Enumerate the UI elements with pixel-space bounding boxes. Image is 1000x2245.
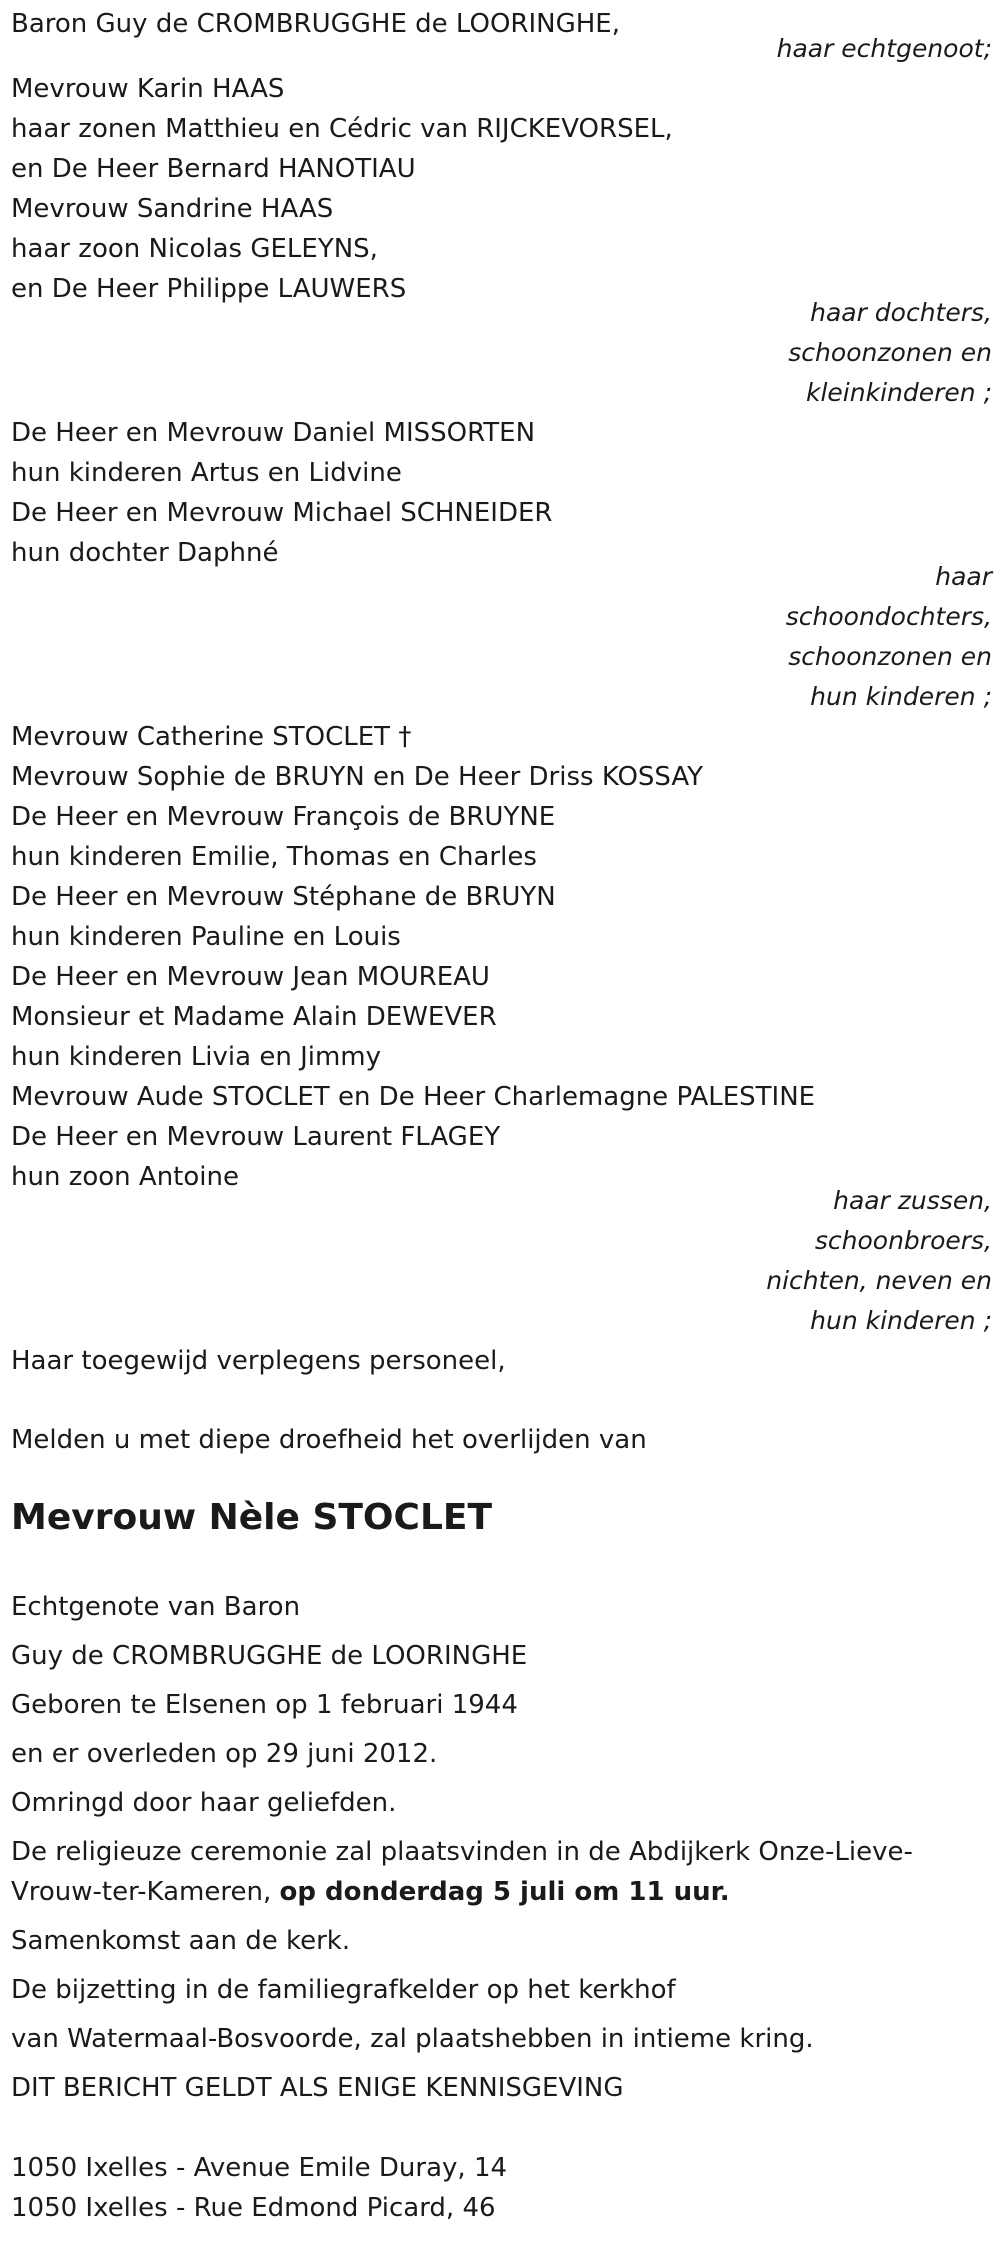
family-line: hun kinderen Pauline en Louis <box>11 922 401 952</box>
detail-line: De bijzetting in de familiegrafkelder op het kerkhof <box>11 1975 676 2005</box>
ceremony-place: Vrouw-ter-Kameren, <box>11 1877 280 1907</box>
spouse-name: Baron Guy de CROMBRUGGHE de LOORINGHE, <box>11 9 620 39</box>
address-line: 1050 Ixelles - Rue Edmond Picard, 46 <box>11 2193 496 2223</box>
ceremony-line: De religieuze ceremonie zal plaatsvinden in de Abdijkerk Onze-Lieve- <box>11 1837 913 1867</box>
relation-label: hun kinderen ; <box>810 1306 992 1335</box>
family-line: Mevrouw Sophie de BRUYN en De Heer Driss KOSSAY <box>11 762 704 792</box>
relation-label: schoondochters, <box>785 602 992 631</box>
relation-label: haar dochters, <box>810 298 992 327</box>
family-line: en De Heer Philippe LAUWERS <box>11 274 407 304</box>
family-line: haar zonen Matthieu en Cédric van RIJCKEVORSEL, <box>11 114 673 144</box>
detail-line: Guy de CROMBRUGGHE de LOORINGHE <box>11 1641 528 1671</box>
relation-label: hun kinderen ; <box>810 682 992 711</box>
ceremony-line <box>11 1872 730 1912</box>
family-line: hun kinderen Emilie, Thomas en Charles <box>11 842 537 872</box>
family-line: hun dochter Daphné <box>11 538 279 568</box>
family-line: Mevrouw Catherine STOCLET † <box>11 722 412 752</box>
relation-label: haar <box>935 562 992 591</box>
notice-line: DIT BERICHT GELDT ALS ENIGE KENNISGEVING <box>11 2073 624 2103</box>
family-line: Mevrouw Karin HAAS <box>11 74 285 104</box>
relation-label: schoonbroers, <box>814 1226 992 1255</box>
family-line: De Heer en Mevrouw Michael SCHNEIDER <box>11 498 553 528</box>
relation-label: kleinkinderen ; <box>806 378 992 407</box>
family-line: De Heer en Mevrouw Jean MOUREAU <box>11 962 490 992</box>
family-line: hun kinderen Livia en Jimmy <box>11 1042 382 1072</box>
staff-line: Haar toegewijd verplegens personeel, <box>11 1346 506 1376</box>
detail-line: Echtgenote van Baron <box>11 1592 301 1622</box>
relation-label: haar zussen, <box>833 1186 992 1215</box>
detail-line: van Watermaal-Bosvoorde, zal plaatshebben in intieme kring. <box>11 2024 814 2054</box>
family-line: De Heer en Mevrouw Laurent FLAGEY <box>11 1122 501 1152</box>
family-line: De Heer en Mevrouw Stéphane de BRUYN <box>11 882 556 912</box>
relation-label: schoonzonen en <box>788 642 992 671</box>
family-line: hun kinderen Artus en Lidvine <box>11 458 402 488</box>
family-line: De Heer en Mevrouw François de BRUYNE <box>11 802 556 832</box>
family-line: en De Heer Bernard HANOTIAU <box>11 154 416 184</box>
spouse-role: haar echtgenoot; <box>776 34 992 63</box>
relation-label: schoonzonen en <box>788 338 992 367</box>
detail-line: Geboren te Elsenen op 1 februari 1944 <box>11 1690 518 1720</box>
ceremony-date: op donderdag 5 juli om 11 uur. <box>279 1877 730 1907</box>
detail-line: Samenkomst aan de kerk. <box>11 1926 351 1956</box>
family-line: De Heer en Mevrouw Daniel MISSORTEN <box>11 418 536 448</box>
deceased-name: Mevrouw Nèle STOCLET <box>11 1497 493 1538</box>
address-line: 1050 Ixelles - Avenue Emile Duray, 14 <box>11 2153 508 2183</box>
family-line: haar zoon Nicolas GELEYNS, <box>11 234 378 264</box>
announcement: Melden u met diepe droefheid het overlijden van <box>11 1425 647 1455</box>
family-line: hun zoon Antoine <box>11 1162 239 1192</box>
family-line: Monsieur et Madame Alain DEWEVER <box>11 1002 497 1032</box>
detail-line: Omringd door haar geliefden. <box>11 1788 397 1818</box>
family-line: Mevrouw Aude STOCLET en De Heer Charlemagne PALESTINE <box>11 1082 816 1112</box>
relation-label: nichten, neven en <box>766 1266 992 1295</box>
detail-line: en er overleden op 29 juni 2012. <box>11 1739 438 1769</box>
family-line: Mevrouw Sandrine HAAS <box>11 194 334 224</box>
